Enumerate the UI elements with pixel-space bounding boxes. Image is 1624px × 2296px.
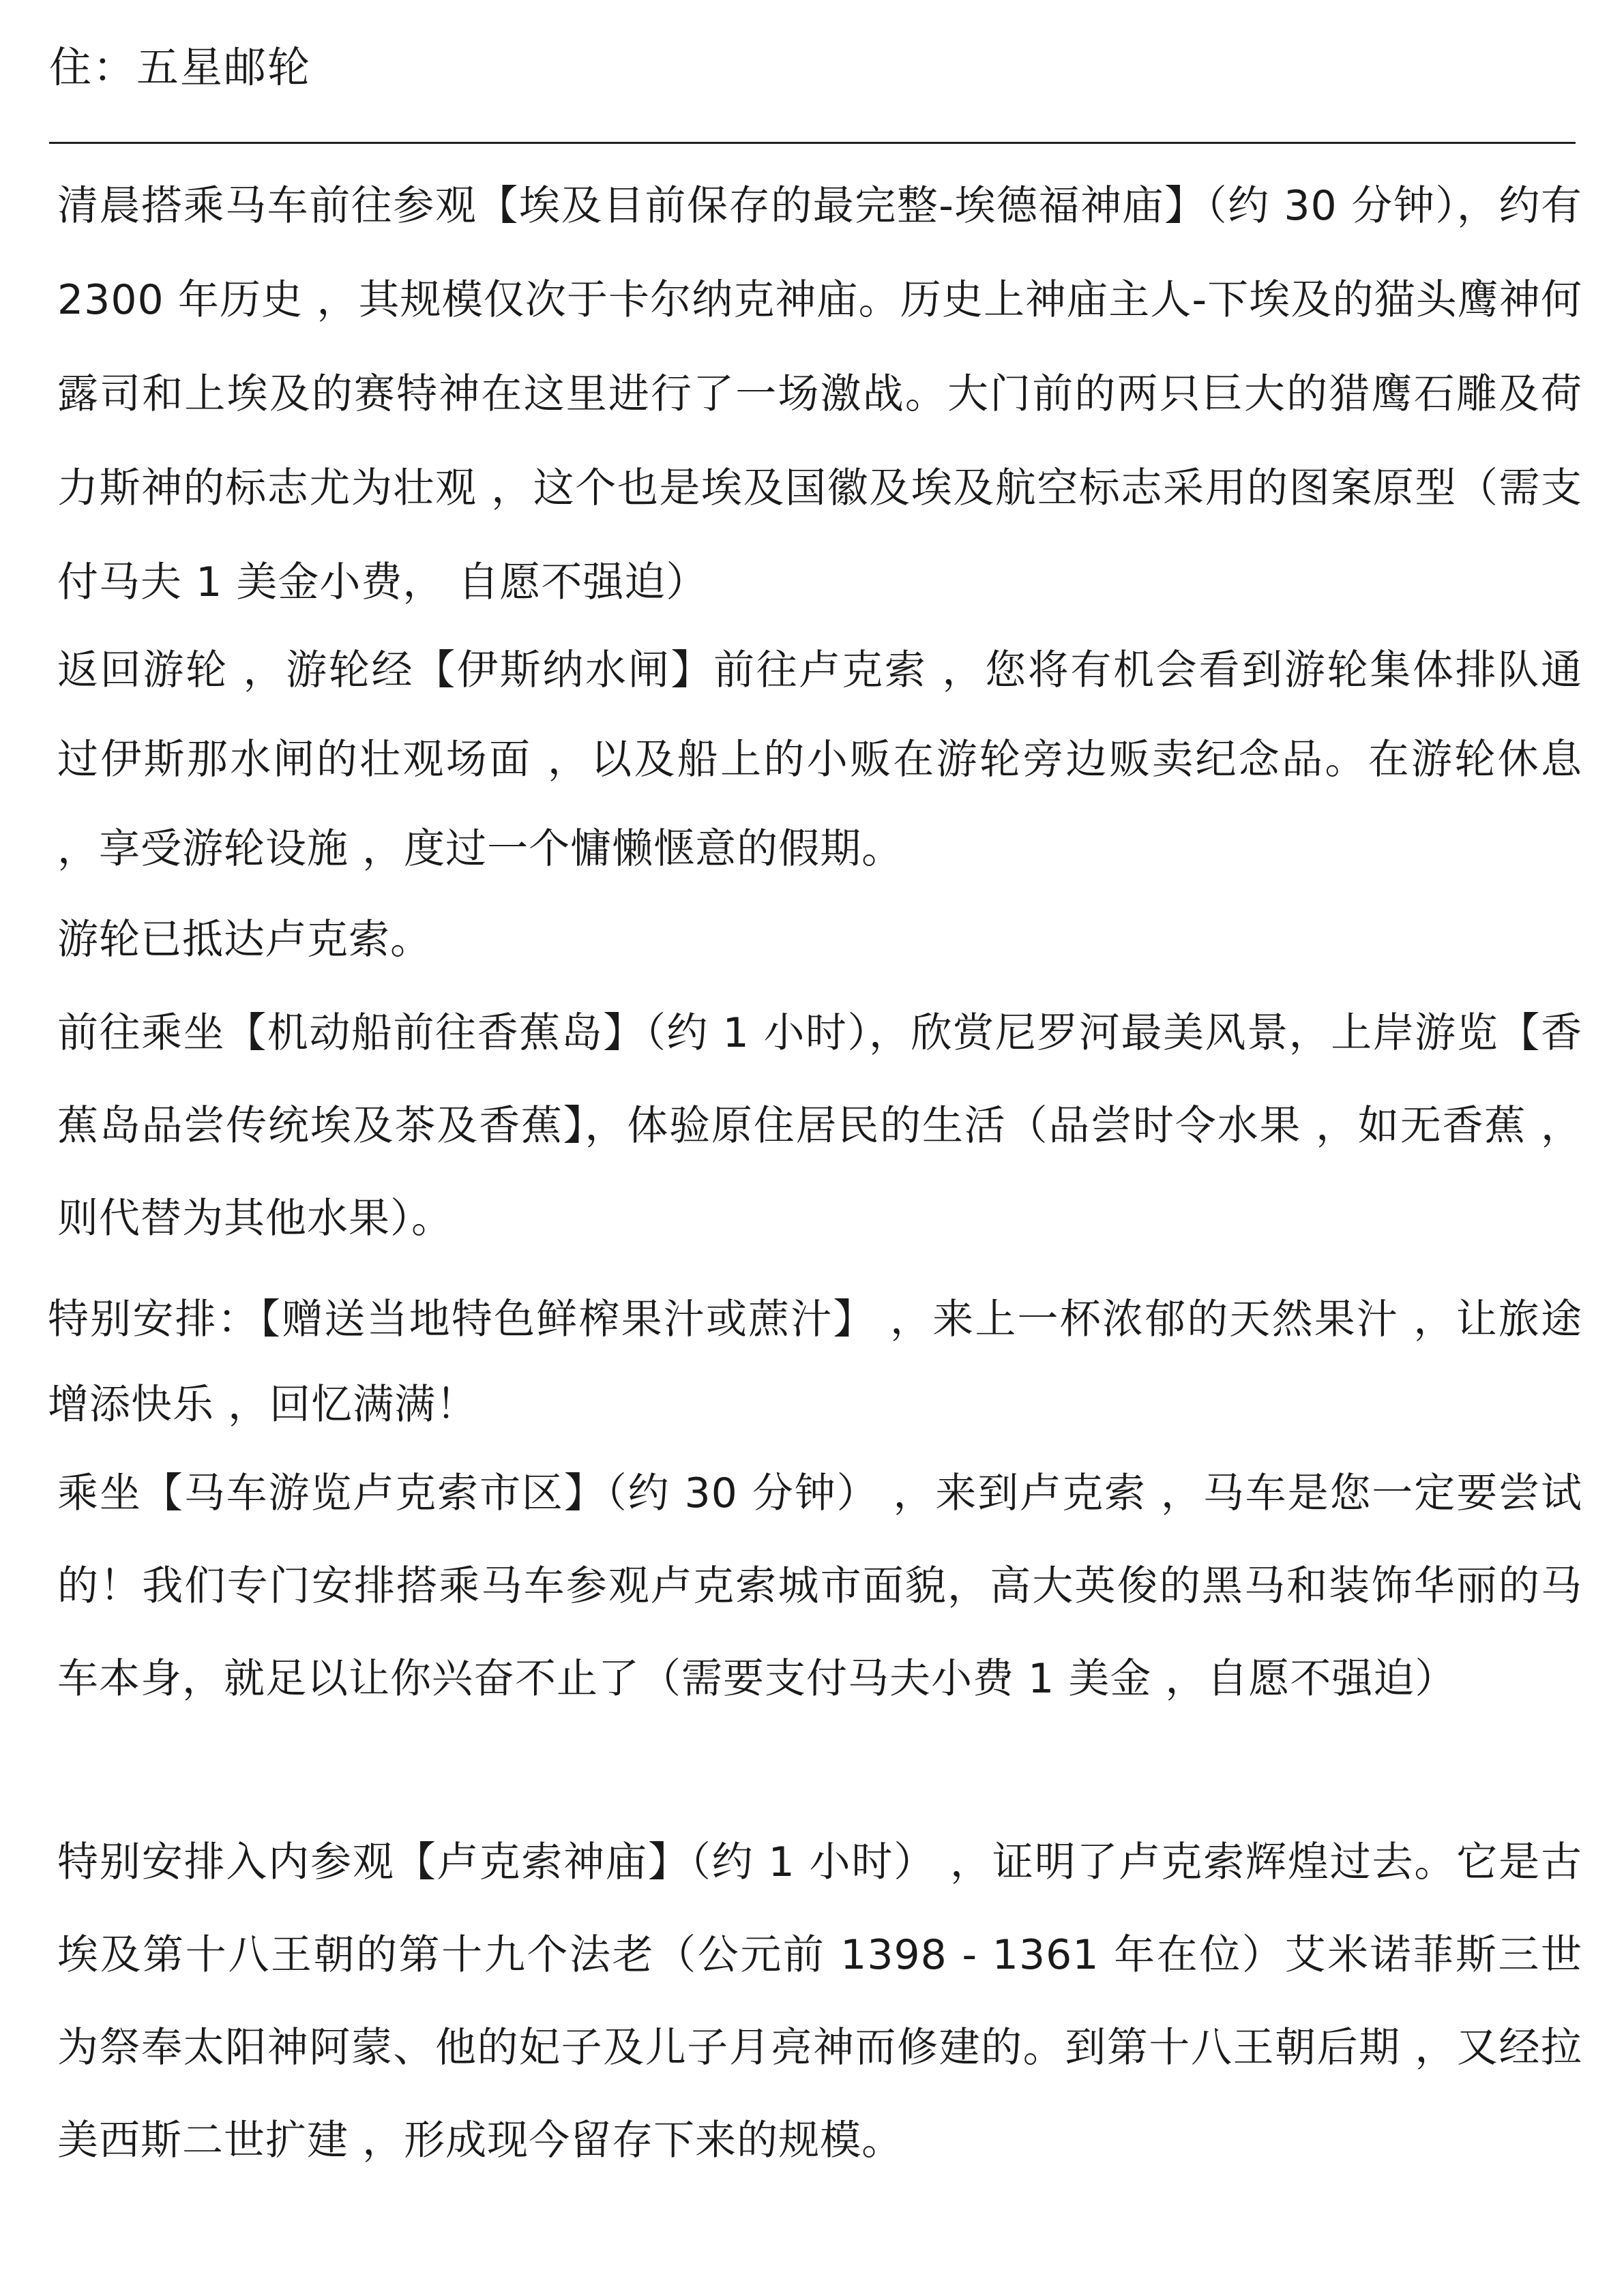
paragraph-carriage-tour: 乘坐【马车游览卢克索市区】（约 30 分钟） ，来到卢克索 ，马车是您一定要尝试的！我们专门安排搭乘马车参观卢克索城市面貌，高大英俊的黑马和装饰华丽的马车本身，就足以让你兴奋不止了（需要支付马夫小费 1 美金 ，自愿不强迫）	[57, 1470, 1582, 1703]
paragraph-arrival-luxor: 游轮已抵达卢克索。	[57, 916, 432, 964]
accommodation-header: 住：五星邮轮	[49, 42, 312, 92]
paragraph-esna-lock: 返回游轮 ，游轮经【伊斯纳水闸】前往卢克索 ，您将有机会看到游轮集体排队通过伊斯那水闸的壮观场面 ，以及船上的小贩在游轮旁边贩卖纪念品。在游轮休息 ，享受游轮设施 ，度过一个慵懒惬意的假期。	[57, 646, 1582, 873]
paragraph-banana-island: 前往乘坐【机动船前往香蕉岛】（约 1 小时），欣赏尼罗河最美风景，上岸游览【香蕉岛品尝传统埃及茶及香蕉】，体验原住居民的生活（品尝时令水果 ，如无香蕉 ，则代替为其他水果）。	[57, 1009, 1582, 1242]
header-divider	[49, 142, 1576, 144]
paragraph-fresh-juice: 特别安排：【赠送当地特色鲜榨果汁或蔗汁】 ，来上一杯浓郁的天然果汁 ，让旅途增添快乐 ，回忆满满！	[48, 1296, 1582, 1429]
paragraph-luxor-temple: 特别安排入内参观【卢克索神庙】（约 1 小时） ，证明了卢克索辉煌过去。它是古埃及第十八王朝的第十九个法老（公元前 1398 - 1361 年在位）艾米诺菲斯三世为祭奉太阳神阿蒙、他的妃子及儿子月亮神而修建的。到第十八王朝后期 ，又经拉美西斯二世扩建 ，形成现今留存下来的规模。	[57, 1838, 1582, 2164]
paragraph-edfu-temple: 清晨搭乘马车前往参观【埃及目前保存的最完整-埃德福神庙】（约 30 分钟），约有 2300 年历史 ，其规模仅次于卡尔纳克神庙。历史上神庙主人-下埃及的猫头鹰神何露司和上埃及的赛特神在这里进行了一场激战。大门前的两只巨大的猎鹰石雕及荷力斯神的标志尤为壮观 ，这个也是埃及国徽及埃及航空标志采用的图案原型（需支付马夫 1 美金小费， 自愿不强迫）	[57, 182, 1582, 606]
